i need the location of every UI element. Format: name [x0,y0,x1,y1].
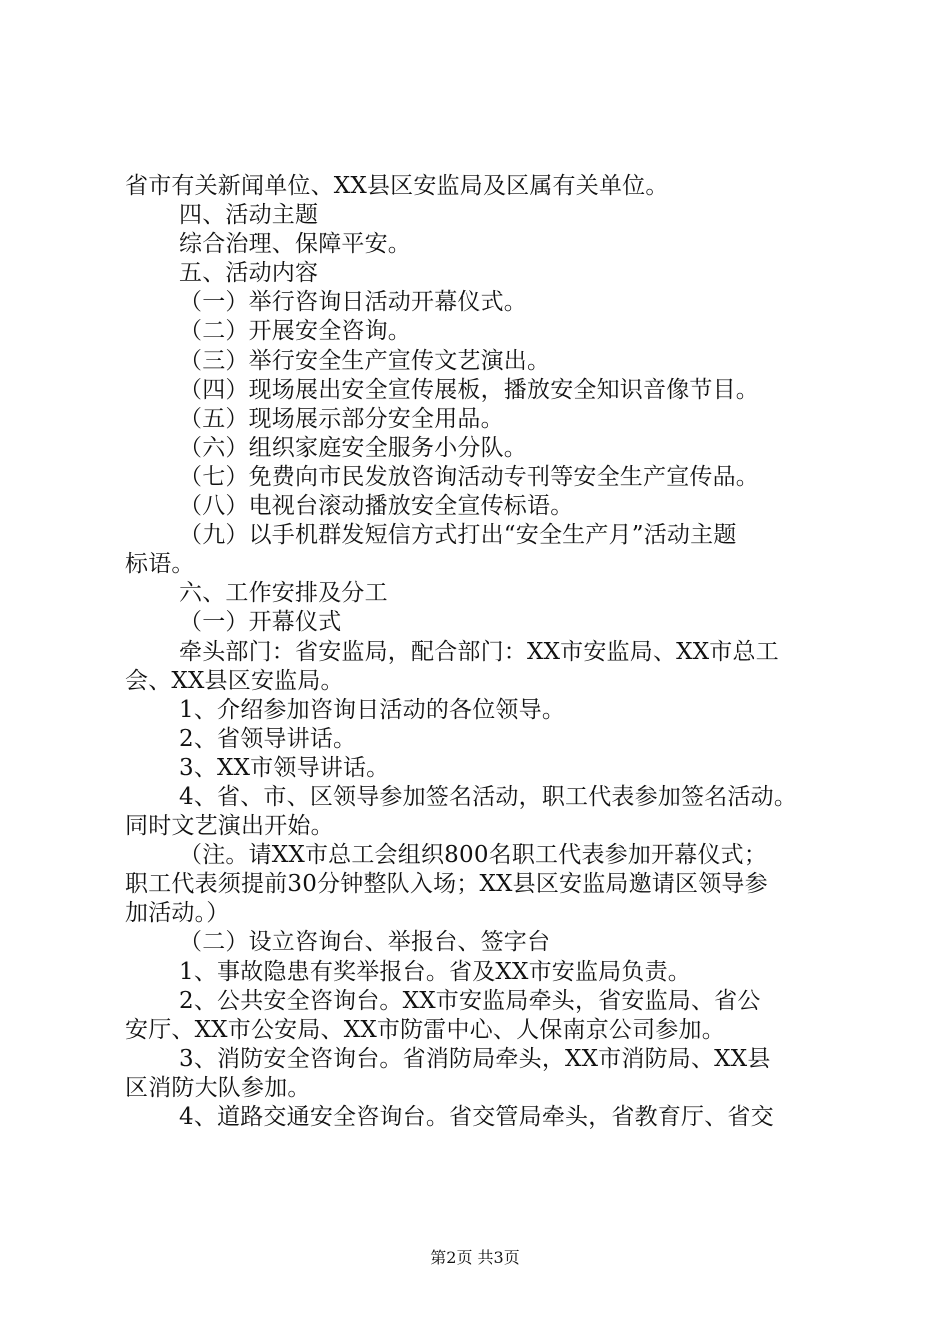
text-line: 2、省领导讲话。 [179,725,357,752]
page-footer: 第2页 共3页 [430,1248,520,1267]
text-line: 3、XX市领导讲话。 [179,754,390,781]
document-body [125,172,835,1132]
text-line: （八）电视台滚动播放安全宣传标语。 [179,493,574,520]
text-line: （注。请XX市总工会组织800名职工代表参加开幕仪式； [179,842,768,869]
text-line: 同时文艺演出开始。 [125,813,334,840]
text-line: 职工代表须提前30分钟整队入场；XX县区安监局邀请区领导参 [125,871,768,898]
text-line: 1、介绍参加咨询日活动的各位领导。 [179,696,566,723]
text-line: 安厅、XX市公安局、XX市防雷中心、人保南京公司参加。 [125,1016,725,1043]
text-line: 区消防大队参加。 [125,1074,311,1101]
text-line: （一）举行咨询日活动开幕仪式。 [179,289,527,316]
text-line: 五、活动内容 [179,260,319,287]
text-line: （二）开展安全咨询。 [179,318,411,345]
text-line: （五）现场展示部分安全用品。 [179,405,504,432]
text-line: 标语。 [125,551,195,578]
text-line: 省市有关新闻单位、XX县区安监局及区属有关单位。 [125,173,669,199]
text-line: （二）设立咨询台、举报台、签字台 [179,929,551,956]
text-line: （七）免费向市民发放咨询活动专刊等安全生产宣传品。 [179,463,759,490]
text-line: 3、消防安全咨询台。省消防局牵头，XX市消防局、XX县 [179,1045,771,1072]
text-line: （一）开幕仪式 [179,609,342,636]
text-line: （三）举行安全生产宣传文艺演出。 [179,347,551,374]
text-line: 4、道路交通安全咨询台。省交管局牵头，省教育厅、省交 [179,1104,774,1130]
text-line: 2、公共安全咨询台。XX市安监局牵头，省安监局、省公 [179,987,761,1014]
text-line: 六、工作安排及分工 [179,580,388,607]
text-line: （九）以手机群发短信方式打出“安全生产月”活动主题 [179,522,737,549]
text-line: 加活动。） [125,900,230,927]
text-line: 4、省、市、区领导参加签名活动，职工代表参加签名活动。 [179,783,798,810]
text-line: 综合治理、保障平安。 [179,231,411,258]
text-line: （六）组织家庭安全服务小分队。 [179,434,527,461]
text-line: 1、事故隐患有奖举报台。省及XX市安监局负责。 [179,958,691,985]
text-line: 四、活动主题 [179,202,319,229]
text-line: （四）现场展出安全宣传展板，播放安全知识音像节目。 [179,376,759,403]
text-line: 会、XX县区安监局。 [125,667,344,694]
text-line: 牵头部门：省安监局，配合部门：XX市安监局、XX市总工 [179,638,779,665]
